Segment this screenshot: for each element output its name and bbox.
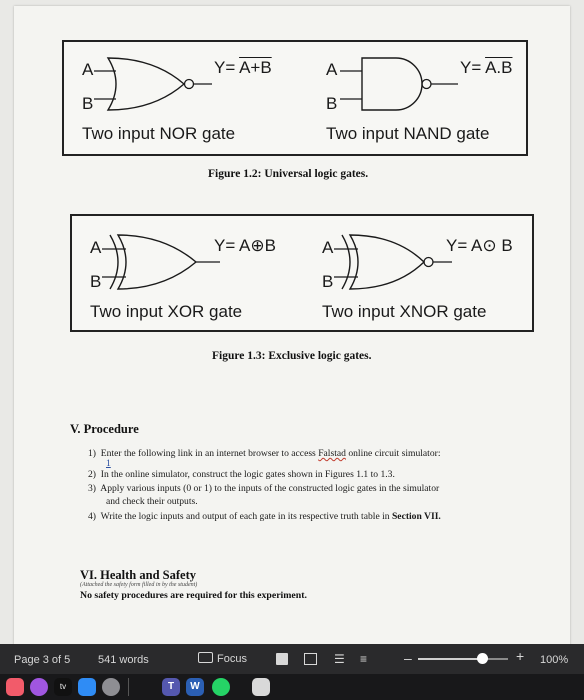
xor-gate-symbol xyxy=(102,231,222,293)
nor-input-b: B xyxy=(82,94,94,113)
xnor-input-b: B xyxy=(322,272,334,291)
figure-1-2-box xyxy=(62,40,528,156)
procedure-step-2: 2) In the online simulator, construct the logic gates shown in Figures 1.1 to 1.3. xyxy=(88,469,395,480)
figure-1-2-caption: Figure 1.2: Universal logic gates. xyxy=(208,168,369,180)
outline-view-icon[interactable]: ☰ xyxy=(334,652,345,666)
xnor-output: Y= A⊙ B xyxy=(446,236,513,255)
print-layout-icon[interactable] xyxy=(276,653,288,665)
zoom-slider[interactable] xyxy=(418,658,508,660)
xor-input-a: A xyxy=(90,238,102,257)
xor-output: Y= A⊕B xyxy=(214,236,276,255)
zoom-slider-thumb[interactable] xyxy=(477,653,488,664)
nand-gate-name: Two input NAND gate xyxy=(326,124,490,143)
procedure-link-footnote[interactable]: 1 xyxy=(106,458,111,469)
page-count[interactable]: Page 3 of 5 xyxy=(14,654,71,666)
nor-output: Y= A+B xyxy=(214,58,272,77)
draft-view-icon[interactable]: ≡ xyxy=(360,652,368,666)
whatsapp-app-icon[interactable] xyxy=(212,678,230,696)
procedure-step-3: 3) Apply various inputs (0 or 1) to the inputs of the constructed logic gates in the simulator xyxy=(88,483,440,494)
zoom-in-button[interactable]: + xyxy=(516,648,525,664)
nand-gate-symbol xyxy=(340,54,460,114)
nor-gate-symbol xyxy=(94,54,214,114)
procedure-step-4: 4) Write the logic inputs and output of each gate in its respective truth table in Section VII. xyxy=(88,511,441,522)
figure-1-3-caption: Figure 1.3: Exclusive logic gates. xyxy=(212,350,372,362)
document-page xyxy=(14,6,570,644)
app-store-icon[interactable] xyxy=(78,678,96,696)
xnor-gate-symbol xyxy=(334,231,454,293)
web-layout-icon[interactable] xyxy=(304,653,317,665)
preview-app-icon[interactable] xyxy=(252,678,270,696)
status-bar xyxy=(0,644,584,674)
zoom-out-button[interactable]: – xyxy=(404,650,412,666)
falstad-link[interactable]: Falstad xyxy=(318,448,346,459)
nand-input-a: A xyxy=(326,60,338,79)
xor-input-b: B xyxy=(90,272,102,291)
xnor-gate-name: Two input XNOR gate xyxy=(322,302,487,321)
nor-input-a: A xyxy=(82,60,94,79)
focus-button[interactable] xyxy=(198,652,247,665)
teams-app-icon[interactable]: T xyxy=(162,678,180,696)
procedure-step-1: 1) Enter the following link in an internet browser to access Falstad online circuit simulator: xyxy=(88,448,441,459)
nand-input-b: B xyxy=(326,94,338,113)
settings-app-icon[interactable] xyxy=(102,678,120,696)
procedure-heading: V. Procedure xyxy=(70,422,139,436)
music-app-icon[interactable] xyxy=(6,678,24,696)
word-app-icon[interactable]: W xyxy=(186,678,204,696)
health-safety-statement: No safety procedures are required for this experiment. xyxy=(80,590,307,601)
focus-label: Focus xyxy=(217,653,247,665)
health-safety-heading: VI. Health and Safety xyxy=(80,568,196,582)
nor-gate-name: Two input NOR gate xyxy=(82,124,236,143)
dock xyxy=(0,674,584,700)
tv-app-icon[interactable]: tv xyxy=(54,678,72,696)
procedure-step-3-cont: and check their outputs. xyxy=(106,496,198,507)
word-count[interactable]: 541 words xyxy=(98,654,149,666)
zoom-level[interactable]: 100% xyxy=(540,654,569,666)
podcasts-app-icon[interactable] xyxy=(30,678,48,696)
figure-1-3-box xyxy=(70,214,534,332)
divider-icon xyxy=(128,678,129,696)
focus-icon xyxy=(198,652,213,663)
zoom-slider-fill xyxy=(418,658,483,660)
nand-output: Y= A.B xyxy=(460,58,513,77)
xor-gate-name: Two input XOR gate xyxy=(90,302,243,321)
xnor-input-a: A xyxy=(322,238,334,257)
health-safety-note: (Attached the safety form filled in by the student) xyxy=(80,582,198,588)
